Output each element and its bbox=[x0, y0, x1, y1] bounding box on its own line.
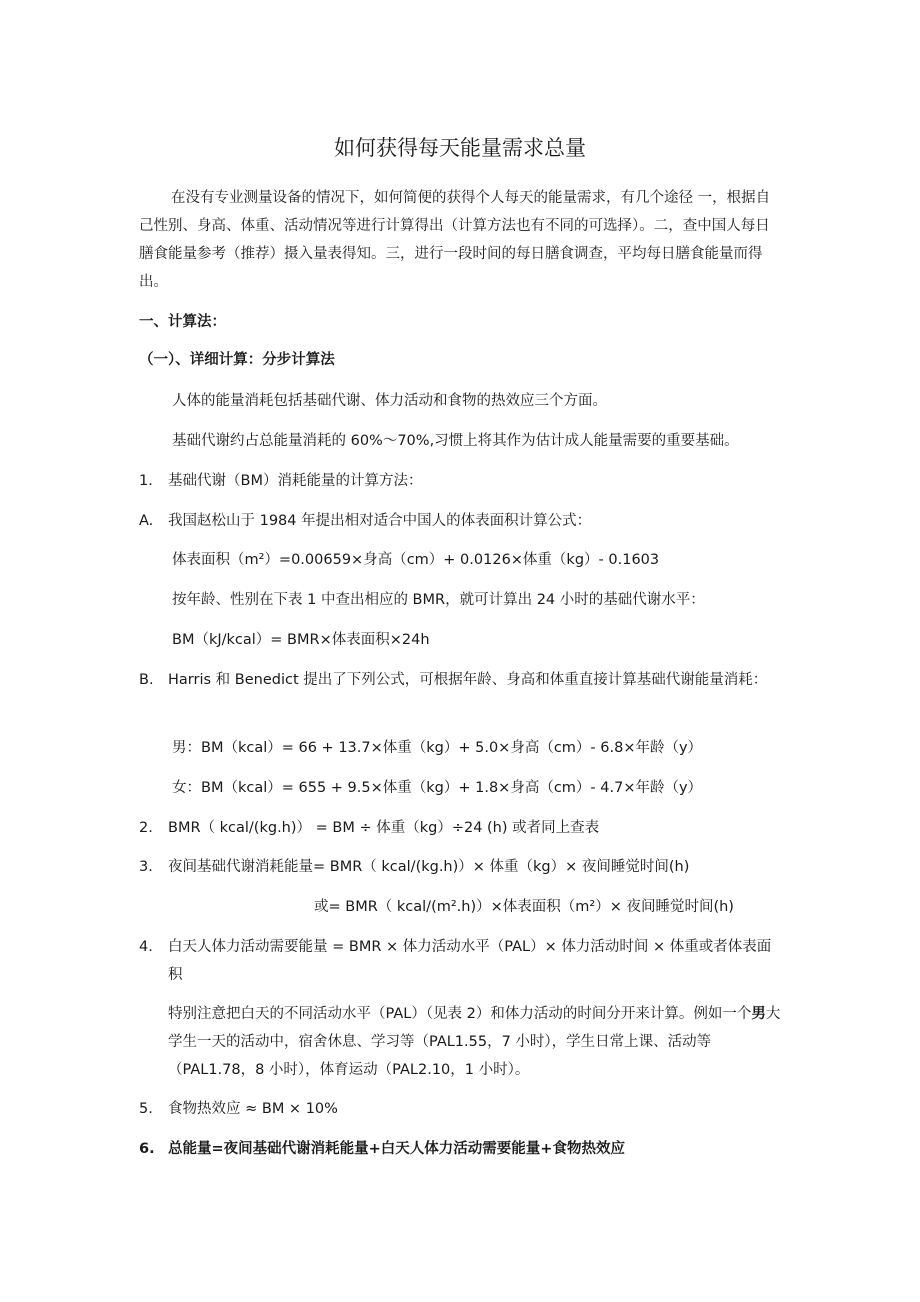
list-item-2: BMR（ kcal/(kg.h)） = BM ÷ 体重（kg）÷24 (h) 或者同上查表 bbox=[168, 820, 600, 836]
list-number: 2. bbox=[139, 820, 153, 836]
list-number: 3. bbox=[139, 859, 153, 875]
subsection-heading: （一）、详细计算：分步计算法 bbox=[139, 352, 335, 368]
list-item-4: 白天人体力活动需要能量 = BMR × 体力活动水平（PAL）× 体力活动时间 × 体重或者体表面积 bbox=[168, 939, 772, 983]
formula-body-surface: 体表面积（m²）=0.00659×身高（cm）+ 0.0126×体重（kg）- 0.1603 bbox=[172, 552, 660, 568]
formula-female: 女：BM（kcal）= 655 + 9.5×体重（kg）+ 1.8×身高（cm）- 4.7×年龄（y） bbox=[172, 780, 703, 796]
list-item-1: 基础代谢（BM）消耗能量的计算方法： bbox=[168, 473, 423, 489]
paragraph-bmr-share: 基础代谢约占总能量消耗的 60%～70%,习惯上将其作为估计成人能量需要的重要基础。 bbox=[172, 433, 739, 449]
pal-example-post: 大学生一天的活动中，宿舍休息、学习等（PAL1.55，7 小时），学生日常上课、活动等（PAL1.78，8 小时），体育运动（PAL2.10，1 小时）。 bbox=[168, 1006, 781, 1078]
list-letter: B. bbox=[139, 672, 154, 688]
list-item-3: 夜间基础代谢消耗能量= BMR（ kcal/(kg.h)）× 体重（kg）× 夜间睡觉时间(h) bbox=[168, 859, 690, 875]
list-item-a: 我国赵松山于 1984 年提出相对适合中国人的体表面积计算公式： bbox=[168, 513, 592, 529]
list-item-5: 食物热效应 ≈ BM × 10% bbox=[168, 1101, 338, 1117]
list-item-b: Harris 和 Benedict 提出了下列公式，可根据年龄、身高和体重直接计算基础代谢能量消耗： bbox=[168, 672, 768, 688]
list-letter: A. bbox=[139, 513, 154, 529]
list-number: 1. bbox=[139, 473, 153, 489]
pal-example-bold: 男 bbox=[751, 1006, 766, 1022]
formula-male: 男：BM（kcal）= 66 + 13.7×体重（kg）+ 5.0×身高（cm）- 6.8×年龄（y） bbox=[172, 740, 703, 756]
list-number: 6. bbox=[139, 1141, 155, 1157]
intro-paragraph: 在没有专业测量设备的情况下，如何简便的获得个人每天的能量需求，有几个途径 一，根据自己性别、身高、体重、活动情况等进行计算得出（计算方法也有不同的可选择）。二，查中国人每日膳食能量参考（推荐）摄入量表得知。三，进行一段时间的每日膳食调查，平均每日膳食能量而得出。 bbox=[139, 190, 771, 290]
paragraph-pal-example bbox=[168, 1000, 784, 1084]
list-number: 5. bbox=[139, 1101, 153, 1117]
pal-example-pre: 特别注意把白天的不同活动水平（PAL）（见表 2）和体力活动的时间分开来计算。例如一个 bbox=[168, 1006, 752, 1022]
list-number: 4. bbox=[139, 939, 153, 955]
note-lookup-bmr: 按年龄、性别在下表 1 中查出相应的 BMR，就可计算出 24 小时的基础代谢水平： bbox=[172, 592, 705, 608]
formula-bm: BM（kJ/kcal）= BMR×体表面积×24h bbox=[172, 632, 430, 648]
section-heading: 一、计算法： bbox=[139, 314, 226, 330]
list-item-3-alt: 或= BMR（ kcal/(m².h)）×体表面积（m²）× 夜间睡觉时间(h) bbox=[314, 899, 734, 915]
paragraph-energy-components: 人体的能量消耗包括基础代谢、体力活动和食物的热效应三个方面。 bbox=[172, 393, 607, 409]
list-item-6: 总能量=夜间基础代谢消耗能量+白天人体力活动需要能量+食物热效应 bbox=[168, 1141, 625, 1157]
page-title: 如何获得每天能量需求总量 bbox=[334, 136, 586, 160]
